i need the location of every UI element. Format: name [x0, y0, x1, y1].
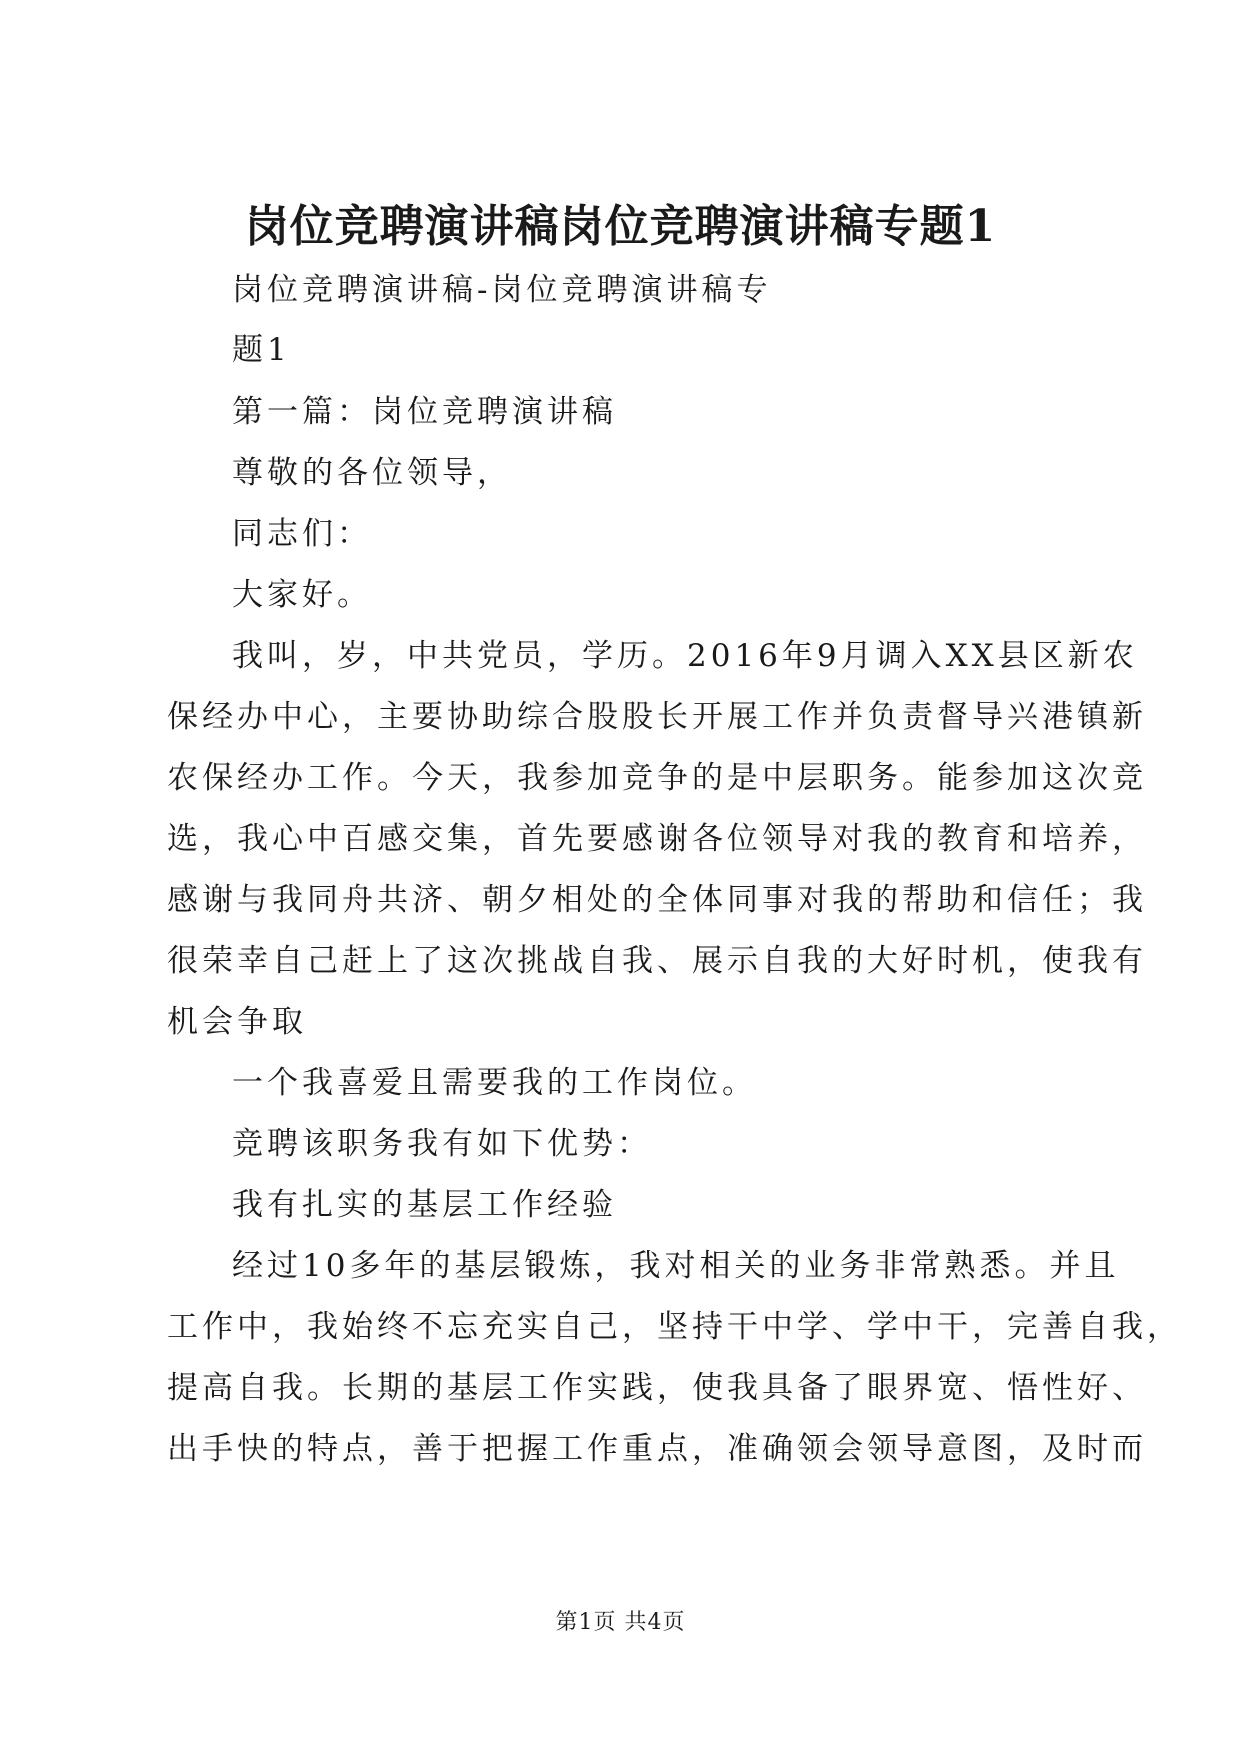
paragraph-line: 农保经办工作。今天，我参加竞争的是中层职务。能参加这次竞 — [167, 760, 1147, 796]
paragraph-line: 保经办中心，主要协助综合股股长开展工作并负责督导兴港镇新 — [167, 699, 1147, 735]
paragraph-line: 竞聘该职务我有如下优势： — [232, 1126, 652, 1162]
greeting-line-2: 同志们： — [232, 516, 372, 552]
paragraph-line: 感谢与我同舟共济、朝夕相处的全体同事对我的帮助和信任；我 — [167, 882, 1147, 918]
greeting-line-1: 尊敬的各位领导， — [232, 455, 512, 491]
paragraph-line: 提高自我。长期的基层工作实践，使我具备了眼界宽、悟性好、 — [167, 1370, 1147, 1406]
paragraph-line: 工作中，我始终不忘充实自己，坚持干中学、学中干，完善自我， — [167, 1309, 1182, 1345]
subtitle-line-1: 岗位竞聘演讲稿-岗位竞聘演讲稿专 — [232, 272, 772, 308]
paragraph-line: 出手快的特点，善于把握工作重点，准确领会领导意图，及时而 — [167, 1431, 1147, 1467]
paragraph-line: 选，我心中百感交集，首先要感谢各位领导对我的教育和培养， — [167, 821, 1147, 857]
paragraph-line: 机会争取 — [167, 1004, 307, 1040]
subheading-line: 我有扎实的基层工作经验 — [232, 1187, 617, 1223]
paragraph-line: 经过10多年的基层锻炼，我对相关的业务非常熟悉。并且 — [232, 1248, 1120, 1284]
paragraph-line: 很荣幸自己赶上了这次挑战自我、展示自我的大好时机，使我有 — [167, 943, 1147, 979]
document-title: 岗位竞聘演讲稿岗位竞聘演讲稿专题1 — [244, 201, 997, 252]
paragraph-line: 一个我喜爱且需要我的工作岗位。 — [232, 1065, 757, 1101]
section-heading: 第一篇：岗位竞聘演讲稿 — [232, 394, 617, 430]
greeting-line-3: 大家好。 — [232, 577, 372, 613]
paragraph-line: 我叫，岁，中共党员，学历。2016年9月调入XX县区新农 — [232, 638, 1138, 674]
page-footer: 第1页 共4页 — [555, 1610, 686, 1635]
subtitle-line-2: 题1 — [232, 332, 291, 368]
